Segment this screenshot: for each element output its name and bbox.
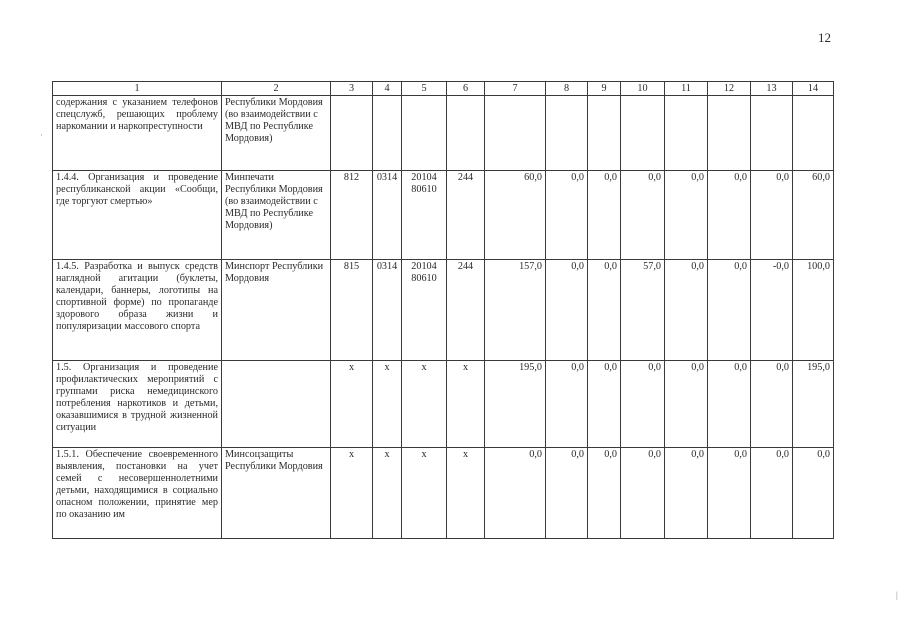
executor-cell (222, 361, 331, 448)
header-row (53, 82, 834, 96)
year-2020-cell: 60,0 (793, 171, 834, 260)
csr-cell (402, 96, 447, 171)
year-2019-cell: -0,0 (751, 260, 793, 361)
year-2016-cell: 0,0 (621, 361, 665, 448)
year-2018-cell: 0,0 (708, 171, 751, 260)
event-cell: 1.5.1. Обеспечение своевременного выявления, постановки на учет семей с несовершеннолетними детьми, находящимися в социально опасном положении, принятие мер по оказанию им (53, 448, 222, 539)
table-row (53, 448, 834, 539)
year-2017-cell: 0,0 (665, 448, 708, 539)
vr-cell: 244 (447, 260, 485, 361)
executor-cell: Республики Мордовия (во взаимодействии с МВД по Республике Мордовия) (222, 96, 331, 171)
total-cell: 0,0 (485, 448, 546, 539)
vr-cell: 244 (447, 171, 485, 260)
csr-cell: х (402, 361, 447, 448)
year-2014-cell: 0,0 (546, 171, 588, 260)
csr-cell: 20104 80610 (402, 260, 447, 361)
year-2015-cell: 0,0 (588, 260, 621, 361)
executor-cell: Минсоцзащиты Республики Мордовия (222, 448, 331, 539)
header-col-1: 1 (53, 82, 222, 96)
header-col-13: 13 (751, 82, 793, 96)
grbs-cell: 815 (331, 260, 373, 361)
year-2017-cell (665, 96, 708, 171)
year-2014-cell: 0,0 (546, 448, 588, 539)
rz-cell (373, 96, 402, 171)
table-row (53, 260, 834, 361)
year-2018-cell: 0,0 (708, 448, 751, 539)
header-col-5: 5 (402, 82, 447, 96)
header-col-14: 14 (793, 82, 834, 96)
header-col-6: 6 (447, 82, 485, 96)
year-2017-cell: 0,0 (665, 171, 708, 260)
year-2014-cell (546, 96, 588, 171)
page-number: 12 (818, 30, 831, 45)
year-2014-cell: 0,0 (546, 260, 588, 361)
header-col-10: 10 (621, 82, 665, 96)
vr-cell: х (447, 448, 485, 539)
event-cell: 1.5. Организация и проведение профилактических мероприятий с группами риска немедицинского потребления наркотиков и детьми, оказавшимися в трудной жизненной ситуации (53, 361, 222, 448)
year-2015-cell: 0,0 (588, 448, 621, 539)
vr-cell: х (447, 361, 485, 448)
total-cell (485, 96, 546, 171)
year-2019-cell: 0,0 (751, 448, 793, 539)
header-col-12: 12 (708, 82, 751, 96)
csr-cell: х (402, 448, 447, 539)
header-col-3: 3 (331, 82, 373, 96)
year-2019-cell (751, 96, 793, 171)
grbs-cell: 812 (331, 171, 373, 260)
grbs-cell: х (331, 361, 373, 448)
header-col-8: 8 (546, 82, 588, 96)
header-col-2: 2 (222, 82, 331, 96)
table-row (53, 96, 834, 171)
header-col-9: 9 (588, 82, 621, 96)
vr-cell (447, 96, 485, 171)
year-2020-cell: 0,0 (793, 448, 834, 539)
budget-table (52, 81, 834, 539)
year-2019-cell: 0,0 (751, 171, 793, 260)
header-col-11: 11 (665, 82, 708, 96)
year-2020-cell: 195,0 (793, 361, 834, 448)
year-2015-cell: 0,0 (588, 361, 621, 448)
total-cell: 157,0 (485, 260, 546, 361)
executor-cell: Минспорт Республики Мордовия (222, 260, 331, 361)
csr-cell: 20104 80610 (402, 171, 447, 260)
year-2015-cell (588, 96, 621, 171)
year-2017-cell: 0,0 (665, 361, 708, 448)
year-2016-cell: 0,0 (621, 448, 665, 539)
year-2018-cell: 0,0 (708, 361, 751, 448)
year-2020-cell (793, 96, 834, 171)
year-2015-cell: 0,0 (588, 171, 621, 260)
executor-cell: Минпечати Республики Мордовия (во взаимодействии с МВД по Республике Мордовия) (222, 171, 331, 260)
year-2019-cell: 0,0 (751, 361, 793, 448)
total-cell: 60,0 (485, 171, 546, 260)
rz-cell: х (373, 448, 402, 539)
rz-cell: 0314 (373, 260, 402, 361)
header-col-7: 7 (485, 82, 546, 96)
year-2016-cell (621, 96, 665, 171)
rz-cell: х (373, 361, 402, 448)
grbs-cell: х (331, 448, 373, 539)
event-cell: 1.4.4. Организация и проведение республиканской акции «Сообщи, где торгуют смертью» (53, 171, 222, 260)
event-cell: содержания с указанием телефонов спецслужб, решающих проблему наркомании и наркопреступности (53, 96, 222, 171)
year-2020-cell: 100,0 (793, 260, 834, 361)
rz-cell: 0314 (373, 171, 402, 260)
year-2017-cell: 0,0 (665, 260, 708, 361)
event-cell: 1.4.5. Разработка и выпуск средств наглядной агитации (буклеты, календари, баннеры, логотипы на спортивной форме) по пропаганде здорового образа жизни и популяризации массового спорта (53, 260, 222, 361)
grbs-cell (331, 96, 373, 171)
year-2014-cell: 0,0 (546, 361, 588, 448)
scan-speck: | (896, 590, 898, 600)
table-row (53, 171, 834, 260)
header-col-4: 4 (373, 82, 402, 96)
year-2018-cell: 0,0 (708, 260, 751, 361)
year-2018-cell (708, 96, 751, 171)
scan-speck: · (40, 130, 43, 140)
year-2016-cell: 0,0 (621, 171, 665, 260)
table-row (53, 361, 834, 448)
year-2016-cell: 57,0 (621, 260, 665, 361)
total-cell: 195,0 (485, 361, 546, 448)
